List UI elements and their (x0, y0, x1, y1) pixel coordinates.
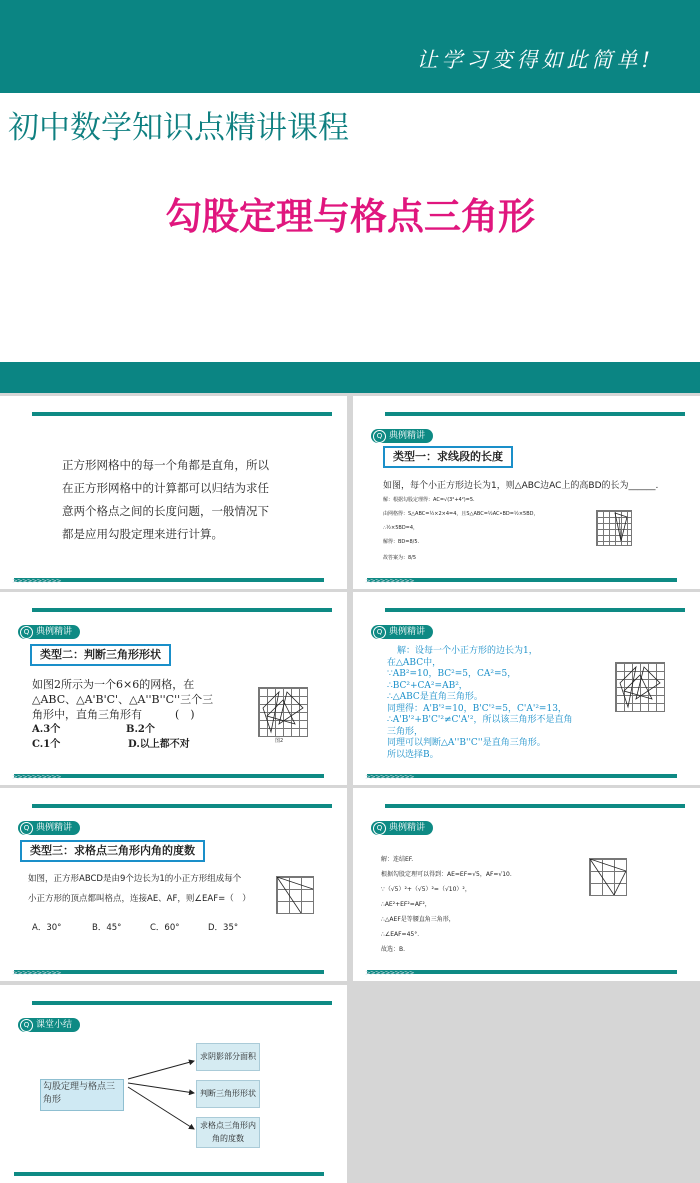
summary-item: 求阴影部分面积 (196, 1043, 260, 1071)
solution-line: 在△ABC中， (387, 657, 442, 668)
search-icon: Q (20, 822, 33, 835)
solution-line-1: 解：根据勾股定理得：AC=√(3²+4²)=5. (383, 497, 475, 503)
header-line (385, 412, 685, 416)
solution-line: ∴AE²+EF²=AF²， (381, 901, 431, 908)
slide-summary (0, 985, 347, 1183)
chevron-icon: >>>>>>>>>> (365, 577, 414, 585)
search-icon: Q (373, 430, 386, 443)
angle-figure (277, 877, 313, 913)
example-badge: Q 典例精讲 (18, 625, 80, 639)
solution-line: 所以选择B。 (387, 749, 439, 760)
figure-caption: 图2 (275, 738, 284, 744)
solution-line: 故选：B. (381, 946, 406, 953)
type-title: 类型二：判断三角形形状 (30, 644, 171, 666)
solution-line: ∴△ABC是直角三角形。 (387, 692, 483, 702)
bottom-banner (0, 362, 700, 393)
example-badge: Q 典例精讲 (371, 821, 433, 835)
question-line-3: 角形中，直角三角形有 ( ) (32, 708, 195, 721)
header-line (32, 608, 332, 612)
intro-text: 正方形网格中的每一个角都是直角，所以在正方形网格中的计算都可以归结为求任意两个格点之间的长度问题，一般情况下都是应用勾股定理来进行计算。 (62, 458, 269, 541)
chevron-icon: >>>>>>>>>> (12, 969, 61, 977)
slide-type1 (353, 396, 700, 589)
header-line (385, 608, 685, 612)
header-line (32, 1001, 332, 1005)
solution-line-3: ∴½×5BD=4， (383, 525, 419, 531)
header-line (32, 412, 332, 416)
slide-type2 (0, 592, 347, 785)
summary-badge: Q 课堂小结 (18, 1018, 80, 1032)
option-a: A.3个 (32, 724, 61, 735)
example-badge: Q 典例精讲 (371, 625, 433, 639)
option-b: B.2个 (126, 724, 155, 735)
question: 如图，每个小正方形边长为1，则△ABC边AC上的高BD的长为______. (383, 481, 659, 491)
solution-line: ∵AB²=10，BC²=5，CA²=5， (387, 669, 517, 679)
summary-item: 判断三角形形状 (196, 1080, 260, 1108)
slide-solution3 (353, 788, 700, 981)
triangle-figure (597, 511, 631, 545)
header-line (385, 804, 685, 808)
solution-line: 同理得：A'B'²=10，B'C'²=5，C'A'²=13， (387, 703, 567, 714)
question-line-2: △ABC、△A'B'C'、△A''B''C''三个三 (32, 693, 214, 706)
header-line (32, 804, 332, 808)
triangles-figure (259, 688, 307, 736)
solution-line: 根据勾股定理可以得到：AE=EF=√5，AF=√10. (381, 871, 512, 878)
chevron-icon: >>>>>>>>>> (365, 773, 414, 781)
solution-text (381, 852, 512, 957)
grid-figure (596, 510, 632, 546)
slide-solution2 (353, 592, 700, 785)
chevron-icon: >>>>>>>>>> (365, 969, 414, 977)
grid-figure (589, 858, 627, 896)
search-icon: Q (20, 626, 33, 639)
course-title: 初中数学知识点精讲课程 (8, 110, 349, 146)
grid-figure (276, 876, 314, 914)
type-title: 类型一：求线段的长度 (383, 446, 513, 468)
example-badge: Q 典例精讲 (371, 429, 433, 443)
topic-title: 勾股定理与格点三角形 (165, 195, 535, 238)
option-d: D．35° (208, 923, 239, 933)
search-icon: Q (373, 822, 386, 835)
option-c: C．60° (150, 923, 180, 933)
summary-item: 求格点三角形内角的度数 (196, 1117, 260, 1148)
example-badge: Q 典例精讲 (18, 821, 80, 835)
option-a: A．30° (32, 923, 62, 933)
solution-line: ∴A'B'²+B'C'²≠C'A'²，所以该三角形不是直角 (387, 715, 573, 725)
solution-line-5: 故答案为：8/5 (383, 555, 417, 561)
title-slide (0, 0, 700, 393)
option-b: B．45° (92, 923, 122, 933)
solution-line: 三角形， (387, 726, 424, 737)
slide-intro (0, 396, 347, 589)
search-icon: Q (20, 1019, 33, 1032)
grid-figure (258, 687, 308, 737)
triangles-figure (616, 663, 664, 711)
solution-line: 同理可以判断△A''B''C''是直角三角形。 (387, 738, 546, 748)
solution-line-2: 由网格得：S△ABC=½×2×4=4，且S△ABC=½AC•BD=½×5BD， (383, 511, 539, 517)
question-line-1: 如图，正方形ABCD是由9个边长为1的小正方形组成每个 (28, 874, 242, 884)
solution-line: ∴△AEF是等腰直角三角形， (381, 916, 455, 923)
option-c: C.1个 (32, 739, 61, 750)
option-d: D.以上都不对 (128, 739, 190, 750)
footer-line (14, 1172, 324, 1176)
solution-line: 解：连结EF. (381, 856, 414, 863)
grid-figure (615, 662, 665, 712)
solution-line: ∴BC²+CA²=AB²， (387, 680, 468, 691)
empty-area (353, 985, 700, 1183)
question-line-1: 如图2所示为一个6×6的网格，在 (32, 678, 195, 691)
chevron-icon: >>>>>>>>>> (12, 773, 61, 781)
solution-line-4: 解得：BD=8/5. (383, 539, 420, 545)
slide-type3 (0, 788, 347, 981)
slogan: 让学习变得如此简单! (416, 48, 654, 72)
solution-line: 解：设每一个小正方形的边长为1， (397, 646, 538, 656)
solution-line: ∵（√5）²+（√5）²=（√10）²， (381, 886, 471, 893)
angle-figure (590, 859, 626, 895)
type-title: 类型三：求格点三角形内角的度数 (20, 840, 205, 862)
summary-center-box: 勾股定理与格点三角形 (40, 1079, 124, 1111)
chevron-icon: >>>>>>>>>> (12, 577, 61, 585)
search-icon: Q (373, 626, 386, 639)
solution-text (387, 646, 572, 761)
solution-line: ∴∠EAF=45°． (381, 931, 424, 938)
question-line-2: 小正方形的顶点都叫格点，连接AE、AF，则∠EAF=（ ） (28, 894, 251, 904)
